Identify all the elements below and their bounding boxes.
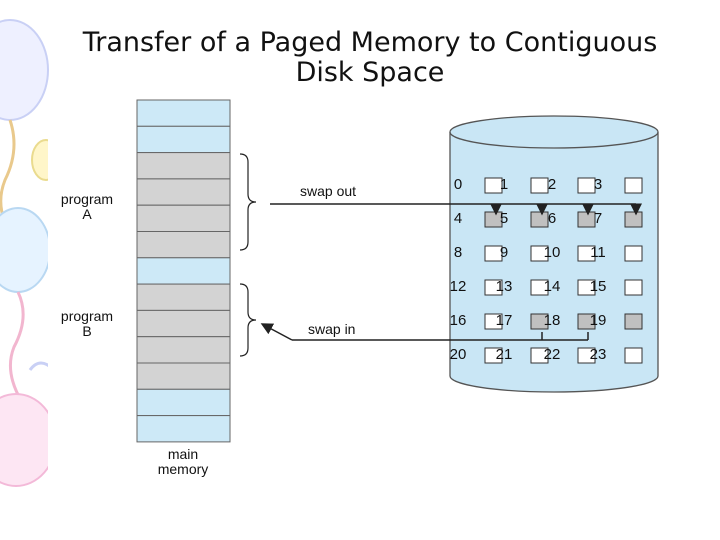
disk-block-number-22: 22 (543, 346, 561, 363)
program-a-label-line-2: A (82, 206, 92, 222)
program-a-brace (240, 154, 256, 250)
disk-block-number-21: 21 (495, 346, 513, 363)
disk-block-number-20: 20 (449, 346, 467, 363)
main-memory-label-line-2: memory (157, 461, 209, 477)
swap-out-label: swap out (300, 183, 357, 199)
memory-frame (137, 205, 230, 231)
disk-block-number-6: 6 (547, 210, 557, 227)
memory-frame (137, 258, 230, 284)
disk-block-number-19: 19 (589, 312, 607, 329)
disk-block-number-10: 10 (543, 244, 561, 261)
disk-block-15 (625, 280, 642, 295)
memory-frame (137, 389, 230, 415)
main-memory-label (138, 447, 228, 477)
diagram-canvas (48, 96, 660, 476)
paging-swap-diagram (48, 96, 660, 476)
memory-frame (137, 337, 230, 363)
memory-frame (137, 153, 230, 179)
disk-block-number-8: 8 (453, 244, 463, 261)
swap-in-arrow-head (262, 324, 292, 340)
memory-frame (137, 363, 230, 389)
disk-block-number-11: 11 (590, 244, 606, 261)
disk-block-number-18: 18 (543, 312, 561, 329)
program-a-label-line-1: program (60, 191, 114, 207)
memory-frame (137, 100, 230, 126)
disk-block-number-1: 1 (499, 176, 509, 193)
disk-block-number-2: 2 (547, 176, 557, 193)
main-memory-frames (137, 100, 230, 442)
disk-block-number-9: 9 (499, 244, 509, 261)
program-b-label-line-2: B (82, 323, 92, 339)
disk-block-number-16: 16 (449, 312, 467, 329)
slide-title-line-1: Transfer of a Paged Memory to Contiguous (82, 27, 658, 58)
memory-frame (137, 126, 230, 152)
disk-block-number-0: 0 (453, 176, 463, 193)
swap-in-label: swap in (308, 321, 356, 337)
disk-block-number-4: 4 (453, 210, 463, 227)
disk-block-19 (625, 314, 642, 329)
disk-block-3 (625, 178, 642, 193)
memory-frame (137, 179, 230, 205)
disk-block-number-23: 23 (589, 346, 607, 363)
memory-frame (137, 310, 230, 336)
disk-block-number-7: 7 (593, 210, 603, 227)
slide-title-line-2: Disk Space (295, 57, 445, 88)
memory-frame (137, 416, 230, 442)
disk-block-number-15: 15 (589, 278, 607, 295)
program-a-label (48, 192, 126, 222)
program-b-label-line-1: program (60, 308, 114, 324)
disk-block-11 (625, 246, 642, 261)
program-b-label (48, 309, 126, 339)
disk-block-number-13: 13 (495, 278, 513, 295)
disk-block-number-3: 3 (593, 176, 603, 193)
main-memory-label-line-1: main (167, 446, 199, 462)
slide-title (40, 28, 700, 88)
disk-block-number-17: 17 (495, 312, 513, 329)
memory-frame (137, 284, 230, 310)
disk-block-number-5: 5 (499, 210, 509, 227)
program-b-brace (240, 284, 256, 356)
disk-block-7 (625, 212, 642, 227)
disk-block-number-14: 14 (543, 278, 561, 295)
disk-block-23 (625, 348, 642, 363)
disk-block-number-12: 12 (449, 278, 467, 295)
memory-frame (137, 232, 230, 258)
